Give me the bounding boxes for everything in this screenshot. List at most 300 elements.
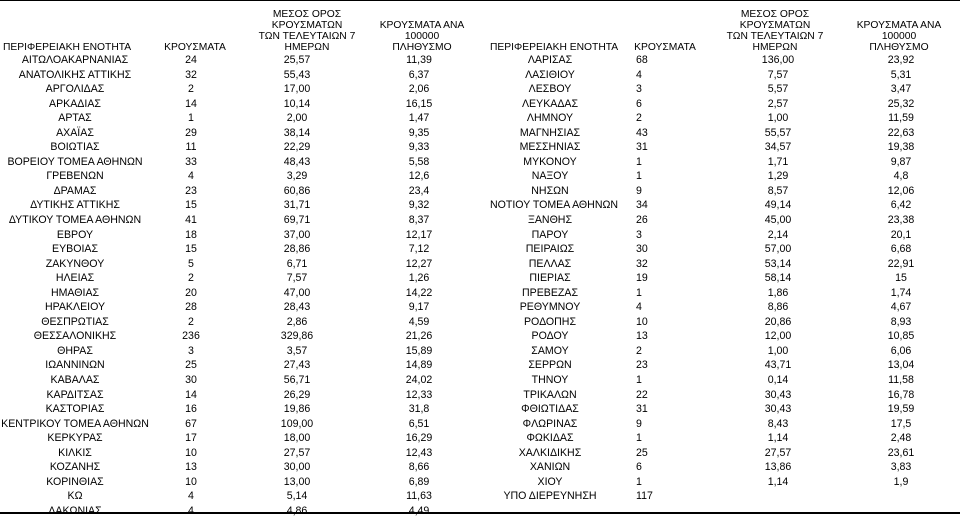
cell-cases: 43 xyxy=(636,126,648,139)
table-row xyxy=(0,489,490,504)
cell-regional-unit: ΝΗΣΩΝ xyxy=(531,184,569,197)
cell-cases: 67 xyxy=(185,417,197,430)
cell-cases: 1 xyxy=(636,286,642,299)
cell-cases: 2 xyxy=(636,344,642,357)
cell-regional-unit: ΚΙΛΚΙΣ xyxy=(58,446,92,459)
cell-cases-per-100k: 6,51 xyxy=(408,417,430,430)
cell-cases-per-100k: 6,68 xyxy=(890,243,912,256)
table-body-right xyxy=(490,53,960,504)
table-row xyxy=(490,475,960,490)
cell-7day-average: 31,71 xyxy=(283,199,311,212)
cell-cases-per-100k: 20,1 xyxy=(890,228,912,241)
table-row xyxy=(490,97,960,112)
table-row xyxy=(0,242,490,257)
cell-cases: 33 xyxy=(185,155,197,168)
table-row xyxy=(490,286,960,301)
cell-7day-average: 7,57 xyxy=(767,68,789,81)
cell-regional-unit: ΗΡΑΚΛΕΙΟΥ xyxy=(44,301,106,314)
cell-7day-average: 28,86 xyxy=(283,243,311,256)
cell-regional-unit: ΚΕΝΤΡΙΚΟΥ ΤΟΜΕΑ ΑΘΗΝΩΝ xyxy=(1,417,149,430)
table-row xyxy=(490,344,960,359)
cell-cases-per-100k: 5,31 xyxy=(890,68,912,81)
table-row xyxy=(490,126,960,141)
cell-regional-unit: ΒΟΡΕΙΟΥ ΤΟΜΕΑ ΑΘΗΝΩΝ xyxy=(7,155,143,168)
cell-cases-per-100k: 6,42 xyxy=(890,199,912,212)
table-row xyxy=(490,446,960,461)
cell-cases-per-100k: 9,87 xyxy=(890,155,912,168)
table-row xyxy=(0,111,490,126)
cell-cases: 2 xyxy=(188,83,194,96)
cell-cases-per-100k: 12,43 xyxy=(405,446,433,459)
cell-cases: 14 xyxy=(185,97,197,110)
cell-7day-average: 5,57 xyxy=(767,83,789,96)
table-row xyxy=(490,169,960,184)
cell-7day-average: 2,14 xyxy=(767,228,789,241)
cell-cases-per-100k: 2,06 xyxy=(408,83,430,96)
cell-regional-unit: ΠΕΙΡΑΙΩΣ xyxy=(525,243,575,256)
cell-cases-per-100k: 11,39 xyxy=(406,54,432,66)
cell-7day-average: 1,86 xyxy=(767,286,789,299)
cell-7day-average: 1,14 xyxy=(767,475,789,488)
table-row xyxy=(0,257,490,272)
table-row xyxy=(490,300,960,315)
table-row xyxy=(0,126,490,141)
cell-cases: 1 xyxy=(636,155,642,168)
cell-7day-average: 30,43 xyxy=(764,388,792,401)
cell-regional-unit: ΘΕΣΠΡΩΤΙΑΣ xyxy=(41,315,109,328)
table-row xyxy=(490,140,960,155)
cell-regional-unit: ΑΝΑΤΟΛΙΚΗΣ ΑΤΤΙΚΗΣ xyxy=(18,68,132,81)
cell-cases-per-100k: 3,83 xyxy=(890,461,912,474)
cell-regional-unit: ΗΜΑΘΙΑΣ xyxy=(50,286,100,299)
table-row xyxy=(0,213,490,228)
cell-7day-average: 6,71 xyxy=(286,257,308,270)
cell-cases: 32 xyxy=(636,257,648,270)
cell-cases: 19 xyxy=(636,272,648,285)
cell-regional-unit: ΑΡΚΑΔΙΑΣ xyxy=(49,97,101,110)
table-row xyxy=(490,329,960,344)
cell-7day-average: 8,86 xyxy=(767,301,789,314)
table-row xyxy=(0,446,490,461)
cell-regional-unit: ΦΛΩΡΙΝΑΣ xyxy=(522,417,578,430)
cell-regional-unit: ΤΗΝΟΥ xyxy=(531,374,569,387)
cell-regional-unit: ΑΡΤΑΣ xyxy=(58,112,92,125)
cell-cases-per-100k: 1,26 xyxy=(408,272,430,285)
cell-regional-unit: ΚΑΒΑΛΑΣ xyxy=(50,374,100,387)
table-row xyxy=(0,475,490,490)
table-row xyxy=(490,315,960,330)
cell-cases-per-100k: 6,06 xyxy=(890,344,912,357)
table-body-left xyxy=(0,53,490,519)
cell-regional-unit: ΧΙΟΥ xyxy=(537,475,563,488)
cell-regional-unit: ΠΑΡΟΥ xyxy=(531,228,569,241)
cell-7day-average: 0,14 xyxy=(767,374,789,387)
cell-cases: 22 xyxy=(636,388,648,401)
cell-7day-average: 3,57 xyxy=(286,344,308,357)
cell-cases: 2 xyxy=(188,272,194,285)
cell-7day-average: 1,71 xyxy=(767,155,789,168)
cell-cases: 11 xyxy=(185,141,197,154)
table-row xyxy=(0,504,490,519)
table-row xyxy=(0,300,490,315)
cell-cases-per-100k: 22,91 xyxy=(887,257,915,270)
cell-regional-unit: ΣΑΜΟΥ xyxy=(531,344,569,357)
cell-cases-per-100k: 23,61 xyxy=(887,446,915,459)
cell-cases-per-100k: 9,35 xyxy=(408,126,430,139)
cell-regional-unit: ΧΑΛΚΙΔΙΚΗΣ xyxy=(518,446,582,459)
cell-cases: 28 xyxy=(185,301,197,314)
cell-cases: 15 xyxy=(185,243,197,256)
cell-regional-unit: ΣΕΡΡΩΝ xyxy=(528,359,572,372)
cell-cases-per-100k: 12,17 xyxy=(405,228,433,241)
cell-regional-unit: ΔΥΤΙΚΗΣ ΑΤΤΙΚΗΣ xyxy=(30,199,120,212)
cell-cases-per-100k: 4,8 xyxy=(893,170,909,183)
cell-regional-unit: ΛΕΥΚΑΔΑΣ xyxy=(521,97,579,110)
cell-regional-unit: ΛΗΜΝΟΥ xyxy=(526,112,574,125)
table-row xyxy=(490,68,960,83)
cell-regional-unit: ΜΕΣΣΗΝΙΑΣ xyxy=(519,141,581,154)
table-row xyxy=(0,388,490,403)
cell-cases: 13 xyxy=(185,461,197,474)
cell-cases-per-100k: 12,6 xyxy=(408,170,430,183)
cell-7day-average: 22,29 xyxy=(283,141,311,154)
cell-cases: 17 xyxy=(185,432,197,445)
table-row xyxy=(490,213,960,228)
cell-regional-unit: ΚΟΡΙΝΘΙΑΣ xyxy=(46,475,104,488)
cell-cases: 23 xyxy=(636,359,648,372)
cell-7day-average: 5,14 xyxy=(286,490,308,503)
cell-regional-unit: ΡΟΔΟΠΗΣ xyxy=(523,315,577,328)
cell-cases: 13 xyxy=(636,330,648,343)
cell-regional-unit: ΖΑΚΥΝΘΟΥ xyxy=(45,257,105,270)
cell-cases-per-100k: 25,32 xyxy=(887,97,915,110)
cell-cases: 15 xyxy=(185,199,197,212)
table-row xyxy=(0,155,490,170)
table-row xyxy=(0,373,490,388)
header-regional-unit: ΠΕΡΙΦΕΡΕΙΑΚΗ ΕΝΟΤΗΤΑ xyxy=(490,42,619,53)
cell-7day-average: 329,86 xyxy=(280,330,314,343)
cell-cases-per-100k: 6,37 xyxy=(408,68,430,81)
table-row xyxy=(490,228,960,243)
cell-cases-per-100k: 15 xyxy=(895,272,907,285)
cell-cases-per-100k: 2,48 xyxy=(890,432,912,445)
table-row xyxy=(490,402,960,417)
cell-cases-per-100k: 23,92 xyxy=(887,54,915,66)
cell-cases-per-100k: 11,59 xyxy=(888,112,914,125)
cell-regional-unit: ΑΧΑΪΑΣ xyxy=(56,126,94,139)
table-row xyxy=(0,358,490,373)
cell-cases-per-100k: 1,74 xyxy=(890,286,912,299)
table-row xyxy=(0,184,490,199)
cell-regional-unit: ΝΟΤΙΟΥ ΤΟΜΕΑ ΑΘΗΝΩΝ xyxy=(490,199,619,212)
cell-7day-average: 45,00 xyxy=(764,214,792,227)
cell-cases-per-100k: 9,33 xyxy=(408,141,430,154)
cell-7day-average: 26,29 xyxy=(283,388,311,401)
table-row xyxy=(0,53,490,68)
cell-cases-per-100k: 15,89 xyxy=(405,344,433,357)
header-7day-average: ΜΕΣΟΣ ΟΡΟΣ ΚΡΟΥΣΜΑΤΩΝ ΤΩΝ ΤΕΛΕΥΤΑΙΩΝ 7 ΗΜΕΡΩΝ xyxy=(726,9,824,53)
cell-cases: 6 xyxy=(636,97,642,110)
cell-7day-average: 56,71 xyxy=(283,374,311,387)
table-row xyxy=(0,329,490,344)
table-row xyxy=(490,373,960,388)
cell-regional-unit: ΛΑΡΙΣΑΣ xyxy=(527,54,573,66)
cell-regional-unit: ΡΕΘΥΜΝΟΥ xyxy=(519,301,581,314)
cell-regional-unit: ΜΥΚΟΝΟΥ xyxy=(523,155,577,168)
cell-cases: 16 xyxy=(185,403,197,416)
cell-cases-per-100k: 23,38 xyxy=(887,214,915,227)
cell-regional-unit: ΝΑΞΟΥ xyxy=(531,170,569,183)
cell-cases-per-100k: 16,29 xyxy=(405,432,433,445)
cell-7day-average: 136,00 xyxy=(761,54,795,66)
cell-cases-per-100k: 19,59 xyxy=(887,403,915,416)
cell-7day-average: 109,00 xyxy=(280,417,314,430)
cell-cases-per-100k: 3,47 xyxy=(890,83,912,96)
cell-cases-per-100k: 23,4 xyxy=(408,184,430,197)
table-row xyxy=(490,358,960,373)
cell-7day-average: 53,14 xyxy=(764,257,792,270)
cell-7day-average: 12,00 xyxy=(764,330,792,343)
cell-cases: 4 xyxy=(188,170,194,183)
cell-cases-per-100k: 6,89 xyxy=(408,475,430,488)
cell-regional-unit: ΘΗΡΑΣ xyxy=(57,344,93,357)
cell-cases: 2 xyxy=(636,112,642,125)
cell-cases: 1 xyxy=(636,475,642,488)
cell-7day-average: 34,57 xyxy=(764,141,792,154)
cell-cases-per-100k: 11,63 xyxy=(406,490,432,503)
cell-cases-per-100k: 8,66 xyxy=(408,461,430,474)
table-row xyxy=(490,460,960,475)
table-row xyxy=(490,184,960,199)
cell-cases: 236 xyxy=(182,330,200,343)
cell-cases: 20 xyxy=(185,286,197,299)
cell-cases: 18 xyxy=(185,228,197,241)
cell-cases: 30 xyxy=(185,374,197,387)
table-row xyxy=(0,198,490,213)
table-row xyxy=(490,271,960,286)
header-cases: ΚΡΟΥΣΜΑΤΑ xyxy=(164,42,226,53)
cell-cases: 3 xyxy=(188,344,194,357)
table-row xyxy=(0,169,490,184)
table-header-right xyxy=(490,1,960,53)
table-row xyxy=(490,489,960,504)
cell-7day-average: 55,43 xyxy=(283,68,311,81)
cell-regional-unit: ΗΛΕΙΑΣ xyxy=(55,272,95,285)
cell-cases-per-100k: 12,33 xyxy=(405,388,433,401)
cell-7day-average: 1,00 xyxy=(767,344,789,357)
cell-regional-unit: ΠΕΛΛΑΣ xyxy=(528,257,572,270)
cell-cases-per-100k: 4,49 xyxy=(408,504,430,517)
cell-cases: 117 xyxy=(636,490,653,503)
cell-cases: 34 xyxy=(636,199,648,212)
cell-cases-per-100k: 9,17 xyxy=(408,301,430,314)
cell-cases: 2 xyxy=(188,315,194,328)
cell-cases-per-100k: 16,15 xyxy=(405,97,433,110)
cell-7day-average: 18,00 xyxy=(283,432,311,445)
header-cases-per-100k: ΚΡΟΥΣΜΑΤΑ ΑΝΑ 100000 ΠΛΗΘΥΣΜΟ xyxy=(856,20,942,53)
cell-7day-average: 27,57 xyxy=(283,446,311,459)
cell-regional-unit: ΚΕΡΚΥΡΑΣ xyxy=(47,432,103,445)
cell-regional-unit: ΜΑΓΝΗΣΙΑΣ xyxy=(519,126,581,139)
cell-cases: 9 xyxy=(636,184,642,197)
cell-regional-unit: ΓΡΕΒΕΝΩΝ xyxy=(46,170,104,183)
table-row xyxy=(490,431,960,446)
header-cases: ΚΡΟΥΣΜΑΤΑ xyxy=(634,42,696,53)
table-row xyxy=(0,417,490,432)
cell-regional-unit: ΔΡΑΜΑΣ xyxy=(53,184,97,197)
cell-regional-unit: ΘΕΣΣΑΛΟΝΙΚΗΣ xyxy=(33,330,117,343)
cell-cases: 1 xyxy=(636,374,642,387)
cell-regional-unit: ΡΟΔΟΥ xyxy=(531,330,569,343)
cell-7day-average: 27,43 xyxy=(283,359,311,372)
cell-cases: 31 xyxy=(636,403,648,416)
cell-cases: 14 xyxy=(185,388,197,401)
cell-cases: 29 xyxy=(185,126,197,139)
cell-7day-average: 37,00 xyxy=(283,228,311,241)
cell-regional-unit: ΒΟΙΩΤΙΑΣ xyxy=(50,141,100,154)
cell-cases-per-100k: 21,26 xyxy=(405,330,433,343)
table-row xyxy=(0,228,490,243)
cell-7day-average: 60,86 xyxy=(283,184,311,197)
cell-7day-average: 20,86 xyxy=(764,315,792,328)
cell-7day-average: 30,00 xyxy=(283,461,311,474)
cell-7day-average: 27,57 xyxy=(764,446,792,459)
cell-7day-average: 2,00 xyxy=(286,112,308,125)
cell-regional-unit: ΚΟΖΑΝΗΣ xyxy=(49,461,101,474)
cell-regional-unit: ΑΙΤΩΛΟΑΚΑΡΝΑΝΙΑΣ xyxy=(21,54,129,66)
cell-7day-average: 69,71 xyxy=(283,214,311,227)
cell-cases: 25 xyxy=(636,446,648,459)
cell-cases: 31 xyxy=(636,141,648,154)
table-row xyxy=(490,53,960,68)
cell-7day-average: 55,57 xyxy=(764,126,792,139)
cell-regional-unit: ΔΥΤΙΚΟΥ ΤΟΜΕΑ ΑΘΗΝΩΝ xyxy=(8,214,142,227)
cell-cases-per-100k: 1,47 xyxy=(408,112,430,125)
cell-regional-unit: ΞΑΝΘΗΣ xyxy=(527,214,573,227)
table-row xyxy=(490,155,960,170)
cell-cases: 1 xyxy=(188,112,194,125)
header-regional-unit: ΠΕΡΙΦΕΡΕΙΑΚΗ ΕΝΟΤΗΤΑ xyxy=(3,42,132,53)
table-row xyxy=(0,344,490,359)
cell-7day-average: 28,43 xyxy=(283,301,311,314)
cell-7day-average: 8,57 xyxy=(767,184,789,197)
cell-cases: 1 xyxy=(636,432,642,445)
cell-cases: 10 xyxy=(636,315,648,328)
table-row xyxy=(490,82,960,97)
cell-regional-unit: ΑΡΓΟΛΙΔΑΣ xyxy=(45,83,105,96)
cell-cases: 25 xyxy=(185,359,197,372)
cell-regional-unit: ΛΕΣΒΟΥ xyxy=(528,83,572,96)
cell-7day-average: 25,57 xyxy=(283,54,311,66)
header-cases-per-100k: ΚΡΟΥΣΜΑΤΑ ΑΝΑ 100000 ΠΛΗΘΥΣΜΟ xyxy=(379,20,465,53)
cell-regional-unit: ΛΑΣΙΘΙΟΥ xyxy=(525,68,575,81)
cell-regional-unit: ΠΙΕΡΙΑΣ xyxy=(529,272,571,285)
cell-7day-average: 17,00 xyxy=(283,83,311,96)
cell-regional-unit: ΚΑΡΔΙΤΣΑΣ xyxy=(46,388,104,401)
cell-cases: 41 xyxy=(185,214,197,227)
table-row xyxy=(490,417,960,432)
cell-cases: 30 xyxy=(636,243,648,256)
cell-cases: 26 xyxy=(636,214,648,227)
cell-cases-per-100k: 24,02 xyxy=(405,374,433,387)
cell-7day-average: 4,86 xyxy=(286,504,308,517)
cell-7day-average: 2,86 xyxy=(286,315,308,328)
cell-cases-per-100k: 11,58 xyxy=(888,374,914,387)
table-row xyxy=(0,402,490,417)
cell-7day-average: 57,00 xyxy=(764,243,792,256)
cell-7day-average: 2,57 xyxy=(767,97,789,110)
cell-7day-average: 1,29 xyxy=(767,170,789,183)
cell-7day-average: 1,00 xyxy=(767,112,789,125)
table-header-left xyxy=(0,1,490,53)
cell-cases: 10 xyxy=(185,446,197,459)
cell-cases: 23 xyxy=(185,184,197,197)
cell-cases: 32 xyxy=(185,68,197,81)
cell-cases-per-100k: 8,93 xyxy=(890,315,912,328)
cell-cases-per-100k: 4,67 xyxy=(890,301,912,314)
cell-cases-per-100k: 14,22 xyxy=(405,286,433,299)
cell-cases: 24 xyxy=(185,54,197,66)
cell-cases-per-100k: 4,59 xyxy=(408,315,430,328)
cell-7day-average: 38,14 xyxy=(283,126,311,139)
table-row xyxy=(490,242,960,257)
cell-cases-per-100k: 7,12 xyxy=(408,243,430,256)
cell-cases: 6 xyxy=(636,461,642,474)
table-row xyxy=(0,97,490,112)
cell-regional-unit: ΛΑΚΩΝΙΑΣ xyxy=(48,504,102,517)
table-row xyxy=(0,460,490,475)
cell-cases: 1 xyxy=(636,170,642,183)
cell-regional-unit: ΦΩΚΙΔΑΣ xyxy=(526,432,574,445)
cell-7day-average: 19,86 xyxy=(283,403,311,416)
header-7day-average: ΜΕΣΟΣ ΟΡΟΣ ΚΡΟΥΣΜΑΤΩΝ ΤΩΝ ΤΕΛΕΥΤΑΙΩΝ 7 ΗΜΕΡΩΝ xyxy=(258,9,356,53)
table-row xyxy=(490,111,960,126)
cell-regional-unit: ΧΑΝΙΩΝ xyxy=(529,461,571,474)
cell-cases-per-100k: 13,04 xyxy=(887,359,915,372)
cell-cases: 3 xyxy=(636,228,642,241)
table-row xyxy=(0,140,490,155)
cell-cases-per-100k: 14,89 xyxy=(405,359,433,372)
cell-cases: 4 xyxy=(636,301,642,314)
cell-regional-unit: ΤΡΙΚΑΛΩΝ xyxy=(523,388,577,401)
cell-cases-per-100k: 22,63 xyxy=(887,126,915,139)
cell-cases-per-100k: 16,78 xyxy=(887,388,915,401)
cell-7day-average: 48,43 xyxy=(283,155,311,168)
cell-cases: 5 xyxy=(188,257,194,270)
cell-7day-average: 30,43 xyxy=(764,403,792,416)
cell-cases: 4 xyxy=(188,490,194,503)
cell-cases-per-100k: 10,85 xyxy=(887,330,915,343)
table-row xyxy=(0,431,490,446)
cell-cases: 4 xyxy=(188,504,194,517)
cell-cases-per-100k: 12,27 xyxy=(405,257,433,270)
cell-7day-average: 10,14 xyxy=(283,97,311,110)
cell-7day-average: 13,86 xyxy=(764,461,792,474)
cell-regional-unit: ΚΑΣΤΟΡΙΑΣ xyxy=(45,403,105,416)
cell-cases-per-100k: 1,9 xyxy=(893,475,909,488)
cell-7day-average: 13,00 xyxy=(283,475,311,488)
cell-7day-average: 58,14 xyxy=(764,272,792,285)
cell-regional-unit: ΕΒΡΟΥ xyxy=(56,228,94,241)
table-row xyxy=(490,388,960,403)
cell-7day-average: 43,71 xyxy=(764,359,792,372)
cell-cases-per-100k: 12,06 xyxy=(887,184,915,197)
table-row xyxy=(0,315,490,330)
cell-regional-unit: ΚΩ xyxy=(67,490,83,503)
cell-cases: 4 xyxy=(636,68,642,81)
cell-regional-unit: ΕΥΒΟΙΑΣ xyxy=(52,243,98,256)
cell-regional-unit: ΦΘΙΩΤΙΔΑΣ xyxy=(521,403,579,416)
